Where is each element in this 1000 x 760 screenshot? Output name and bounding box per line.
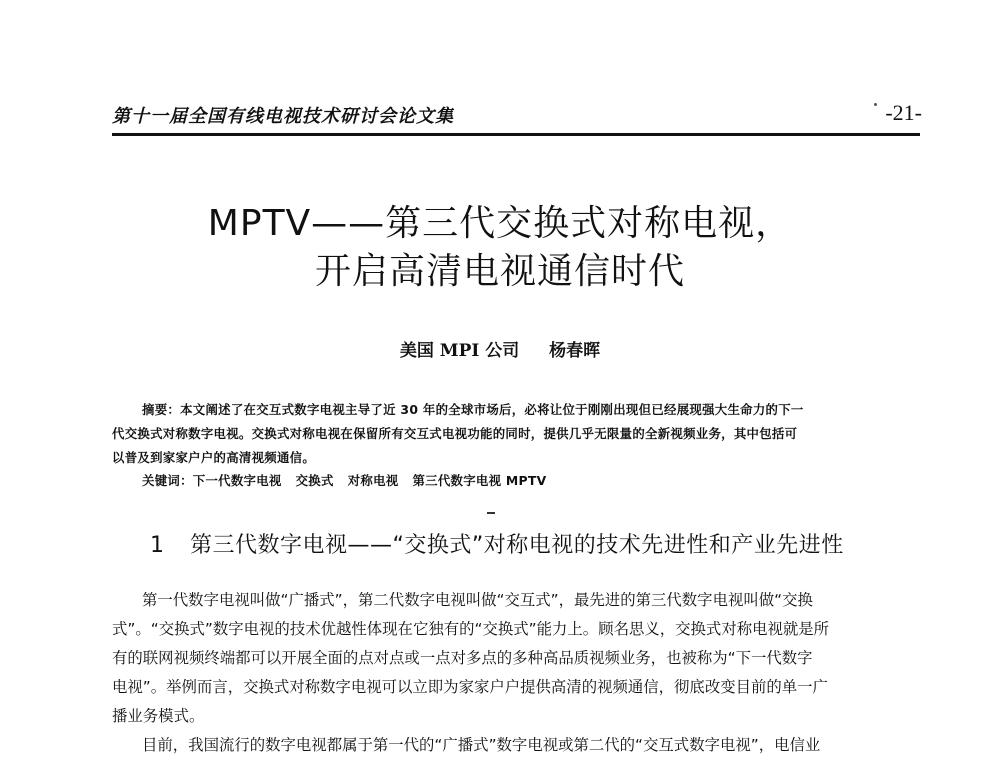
section-title: 第三代数字电视——“交换式”对称电视的技术先进性和产业先进性 bbox=[190, 533, 844, 558]
abstract-line: 代交换式对称数字电视。交换式对称电视在保留所有交互式电视功能的同时，提供几乎无限量的全新视频业务，其中包括可 bbox=[112, 426, 798, 441]
keyword: 第三代数字电视 MPTV bbox=[412, 473, 547, 488]
abstract bbox=[112, 398, 920, 470]
running-header bbox=[112, 96, 922, 130]
body-line: 目前，我国流行的数字电视都属于第一代的“广播式”数字电视或第二代的“交互式数字电视”，电信业 bbox=[142, 736, 821, 754]
body-line: 有的联网视频终端都可以开展全面的点对点或一点对多点的多种高品质视频业务，也被称为“下一代数字 bbox=[112, 649, 813, 667]
scan-mark bbox=[487, 512, 495, 514]
body-text bbox=[112, 586, 920, 760]
abstract-line: 摘要：本文阐述了在交互式数字电视主导了近 30 年的全球市场后，必将让位于刚刚出现但已经展现强大生命力的下一 bbox=[142, 402, 804, 417]
section-heading bbox=[150, 528, 844, 559]
scan-speck bbox=[874, 103, 877, 106]
paper-title-line-2: 开启高清电视通信时代 bbox=[314, 251, 685, 292]
byline bbox=[300, 336, 700, 361]
body-line: 式”。“交换式”数字电视的技术优越性体现在它独有的“交换式”能力上。顾名思义，交换式对称电视就是所 bbox=[112, 620, 830, 638]
body-line: 播业务模式。 bbox=[112, 707, 205, 725]
author-affiliation: 美国 MPI 公司 bbox=[399, 341, 520, 361]
journal-name: 第十一届全国有线电视技术研讨会论文集 bbox=[112, 106, 454, 127]
header-rule bbox=[112, 133, 920, 136]
keywords bbox=[142, 471, 561, 489]
section-number: 1 bbox=[150, 533, 165, 558]
keywords-label: 关键词： bbox=[142, 473, 193, 488]
body-line: 电视”。举例而言，交换式对称数字电视可以立即为家家户户提供高清的视频通信，彻底改变目前的单一广 bbox=[112, 678, 828, 696]
abstract-line: 以普及到家家户户的高清视频通信。 bbox=[112, 450, 316, 465]
body-line: 第一代数字电视叫做“广播式”，第二代数字电视叫做“交互式”，最先进的第三代数字电视叫做“交换 bbox=[142, 591, 813, 609]
paper-title-line-1: MPTV——第三代交换式对称电视， bbox=[207, 203, 793, 244]
keyword: 下一代数字电视 bbox=[192, 473, 282, 488]
keyword: 交换式 bbox=[295, 473, 334, 488]
author-name: 杨春晖 bbox=[549, 341, 601, 361]
paper-title bbox=[150, 200, 850, 296]
page-number: -21- bbox=[885, 100, 922, 125]
keyword: 对称电视 bbox=[347, 473, 399, 488]
